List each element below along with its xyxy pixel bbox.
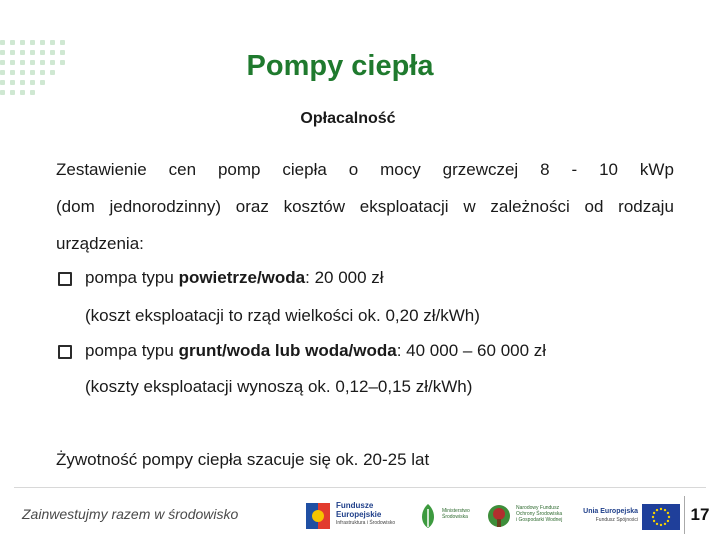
decorative-dot bbox=[20, 40, 25, 45]
decorative-dot bbox=[40, 40, 45, 45]
bullet-item-1: pompa typu powietrze/woda: 20 000 zł bbox=[85, 268, 384, 287]
nfosigw-logo: Narodowy Fundusz Ochrony Środowiska i Gospodarki Wodnej bbox=[486, 500, 566, 532]
page-number: 17 bbox=[690, 505, 710, 524]
checkbox-bullet-icon bbox=[58, 272, 72, 286]
intro-word: - bbox=[571, 160, 578, 179]
fundusze-europejskie-logo: Fundusze Europejskie Infrastruktura i Środowisko bbox=[304, 500, 414, 532]
slide-subtitle: Opłacalność bbox=[300, 110, 396, 127]
eu-star bbox=[652, 516, 654, 518]
slide-title: Pompy ciepła bbox=[246, 50, 434, 82]
decorative-dot bbox=[30, 90, 35, 95]
decorative-dot bbox=[30, 40, 35, 45]
intro-word: eksploatacji bbox=[359, 197, 449, 216]
eu-star bbox=[653, 512, 655, 514]
decorative-dot bbox=[60, 40, 65, 45]
unia-europejska-logo: Unia Europejska Fundusz Spójności bbox=[574, 500, 684, 532]
intro-word: grzewczej bbox=[442, 160, 519, 179]
eu-star bbox=[664, 509, 666, 511]
bullet-note-2: (koszty eksploatacji wynoszą ok. 0,12–0,15 zł/kWh) bbox=[85, 377, 473, 396]
intro-word: (dom bbox=[56, 197, 95, 216]
decorative-dot bbox=[0, 40, 5, 45]
intro-word: Zestawienie bbox=[56, 160, 147, 179]
bullet-item-2: pompa typu grunt/woda lub woda/woda: 40 000 – 60 000 zł bbox=[85, 341, 547, 360]
intro-word: mocy bbox=[380, 160, 421, 179]
eu-star bbox=[660, 524, 662, 526]
eu-star bbox=[664, 523, 666, 525]
decorative-dot bbox=[10, 40, 15, 45]
decorative-dot bbox=[50, 40, 55, 45]
decorative-dot bbox=[10, 90, 15, 95]
intro-word: pomp bbox=[217, 160, 261, 179]
intro-word: ciepła bbox=[282, 160, 327, 179]
intro-word: jednorodzinny) bbox=[109, 197, 221, 216]
eu-star bbox=[656, 509, 658, 511]
eu-star bbox=[656, 523, 658, 525]
intro-word: o bbox=[348, 160, 359, 179]
intro-line-1 bbox=[56, 160, 674, 180]
decorative-dot bbox=[20, 90, 25, 95]
lifetime-text: Żywotność pompy ciepła szacuje się ok. 20-25 lat bbox=[56, 450, 430, 469]
intro-word: rodzaju bbox=[618, 197, 674, 216]
intro-word: 8 bbox=[540, 160, 550, 179]
footer-divider bbox=[14, 487, 706, 488]
eu-star bbox=[653, 520, 655, 522]
checkbox-bullet-icon bbox=[58, 345, 72, 359]
eu-star bbox=[668, 516, 670, 518]
intro-word: cen bbox=[168, 160, 197, 179]
footer-slogan: Zainwestujmy razem w środowisko bbox=[22, 506, 239, 522]
intro-word: kWp bbox=[639, 160, 674, 179]
intro-word: od bbox=[584, 197, 604, 216]
intro-word: 10 bbox=[599, 160, 618, 179]
eu-star bbox=[667, 520, 669, 522]
bullet-note-1: (koszt eksploatacji to rząd wielkości ok. 0,20 zł/kWh) bbox=[85, 306, 480, 325]
intro-line-2 bbox=[56, 197, 674, 217]
eu-flag-icon bbox=[642, 504, 680, 530]
decorative-dot bbox=[0, 90, 5, 95]
footer-logos bbox=[300, 498, 680, 534]
intro-line-3: urządzenia: bbox=[56, 234, 144, 253]
eu-star bbox=[667, 512, 669, 514]
intro-word: zależności bbox=[490, 197, 570, 216]
ministerstwo-srodowiska-logo: Ministerstwo Środowiska bbox=[416, 500, 480, 532]
intro-word: kosztów bbox=[283, 197, 345, 216]
eu-star bbox=[660, 508, 662, 510]
intro-word: oraz bbox=[235, 197, 269, 216]
intro-word: w bbox=[463, 197, 476, 216]
